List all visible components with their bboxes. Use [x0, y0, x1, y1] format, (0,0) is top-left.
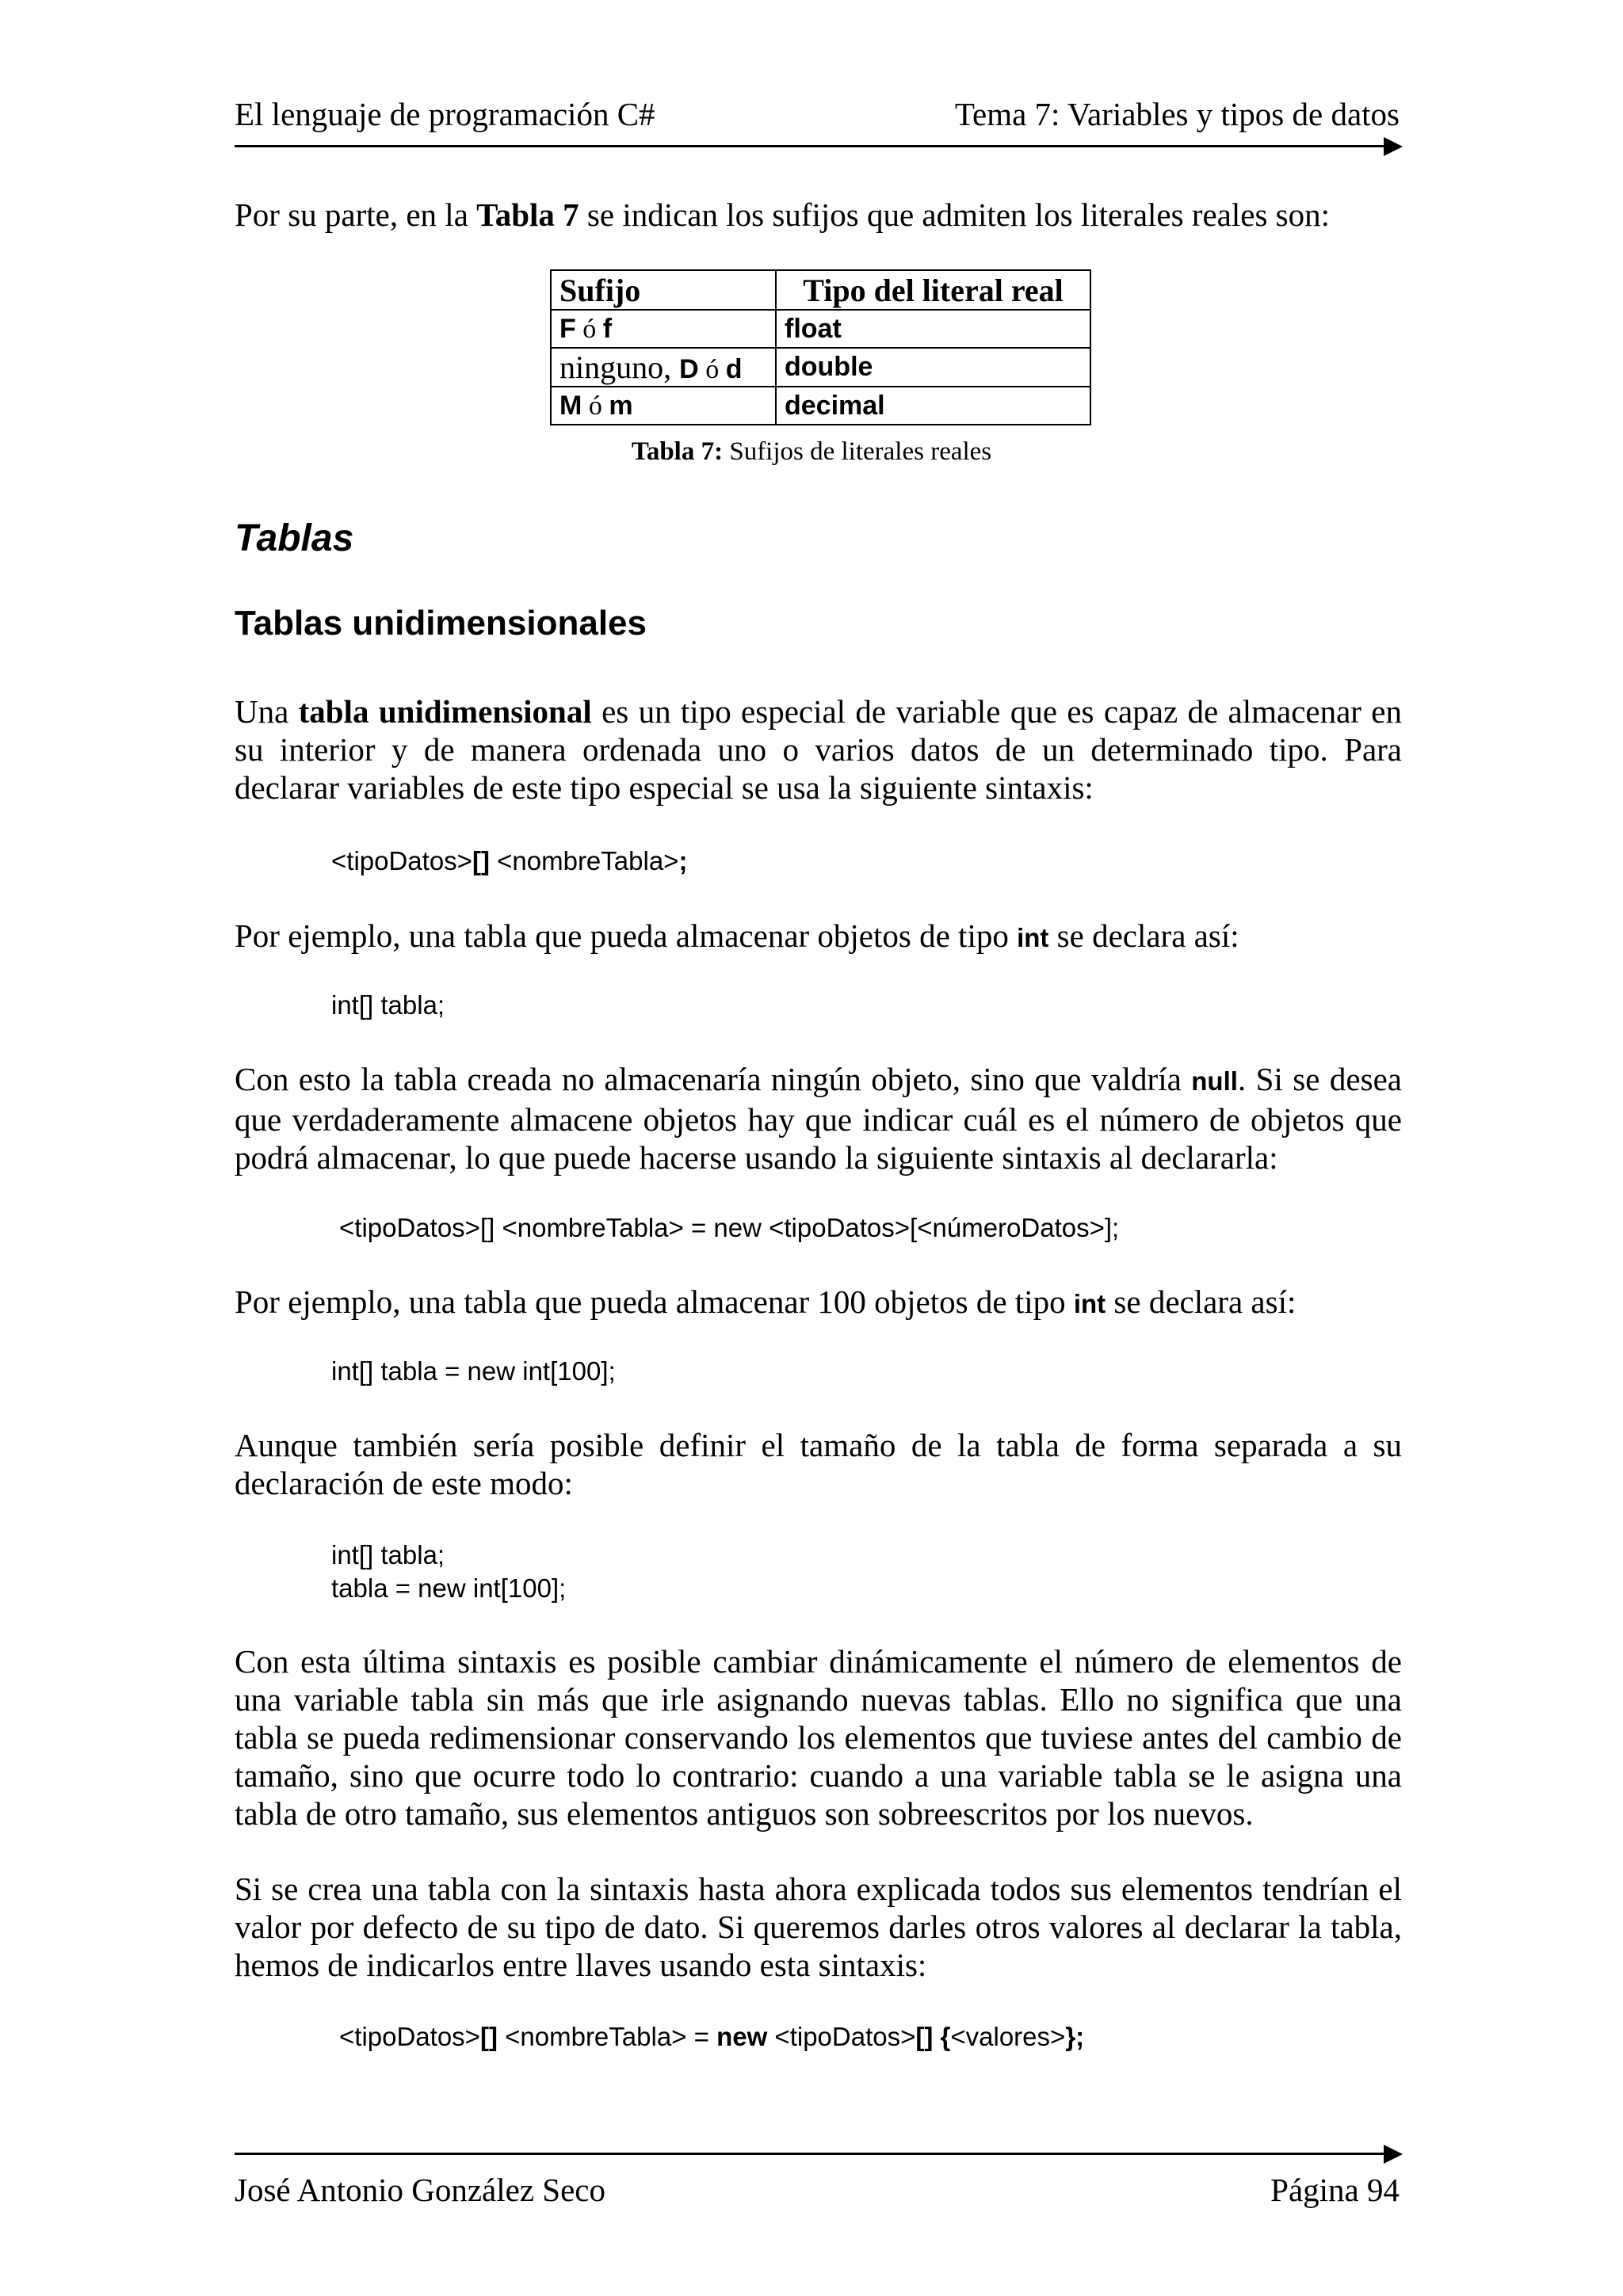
intro-paragraph: Por su parte, en la Tabla 7 se indican los sufijos que admiten los literales reales son:	[235, 196, 1331, 233]
paragraph: Si se crea una tabla con la sintaxis hasta ahora explicada todos sus elementos tendrían el valor por defecto de su tipo de dato. Si queremos darles otros valores al declarar la tabla, hemos de indicarlos entre llaves usando esta sintaxis:	[235, 1871, 1402, 1983]
table-cell-suffix: F ó f	[551, 310, 776, 348]
header-rule	[235, 145, 1388, 147]
table-header-row	[551, 270, 1090, 310]
code-example: int[] tabla; tabla = new int[100];	[331, 1540, 567, 1603]
table-cell-suffix: M ó m	[551, 387, 776, 425]
table-caption: Tabla 7: Sufijos de literales reales	[631, 437, 992, 466]
page-number: Página 94	[1270, 2172, 1400, 2208]
code-example: int[] tabla = new int[100];	[331, 1356, 616, 1386]
section-title: Tablas	[235, 517, 354, 559]
header-title: El lenguaje de programación C#	[235, 96, 655, 132]
suffix-table	[550, 269, 1091, 425]
code-syntax: <tipoDatos>[] <nombreTabla>;	[331, 846, 688, 875]
footer-author: José Antonio González Seco	[235, 2172, 605, 2208]
table-cell-type: float	[776, 310, 1090, 348]
paragraph: Aunque también sería posible definir el tamaño de la tabla de forma separada a su declaración de este modo:	[235, 1427, 1402, 1501]
header-chapter: Tema 7: Variables y tipos de datos	[954, 96, 1400, 132]
table-header-cell: Sufijo	[551, 270, 776, 310]
footer-rule	[235, 2153, 1388, 2155]
table-cell-type: double	[776, 348, 1090, 387]
table-row	[551, 310, 1090, 348]
code-syntax: <tipoDatos>[] <nombreTabla> = new <tipoDatos>[] {<valores>};	[339, 2022, 1085, 2051]
paragraph: Por ejemplo, una tabla que pueda almacenar objetos de tipo int se declara así:	[235, 917, 1239, 954]
paragraph: Con esto la tabla creada no almacenaría ningún objeto, sino que valdría null. Si se desea que verdaderamente almacene objetos hay que indicar cuál es el número de objetos que podrá almacenar, lo que puede hacerse usando la siguiente sintaxis al declararla:	[235, 1061, 1402, 1176]
table-row	[551, 348, 1090, 387]
table-reference: Tabla 7	[476, 196, 579, 233]
paragraph: Una tabla unidimensional es un tipo especial de variable que es capaz de almacenar en su interior y de manera ordenada uno o varios datos de un determinado tipo. Para declarar variables de este tipo especial se usa la siguiente sintaxis:	[235, 693, 1402, 806]
subsection-title: Tablas unidimensionales	[235, 604, 647, 643]
table-header-cell: Tipo del literal real	[776, 270, 1090, 310]
paragraph: Con esta última sintaxis es posible cambiar dinámicamente el número de elementos de una variable tabla sin más que irle asignando nuevas tablas. Ello no significa que una tabla se pueda redimensionar conservando los elementos que tuviese antes del cambio de tamaño, sino que ocurre todo lo contrario: cuando a una variable tabla se le asigna una tabla de otro tamaño, sus elementos antiguos son sobreescritos por los nuevos.	[235, 1643, 1402, 1832]
code-syntax: <tipoDatos>[] <nombreTabla> = new <tipoDatos>[<númeroDatos>];	[339, 1213, 1120, 1242]
paragraph: Por ejemplo, una tabla que pueda almacenar 100 objetos de tipo int se declara así:	[235, 1283, 1296, 1320]
code-example: int[] tabla;	[331, 990, 445, 1020]
table-cell-type: decimal	[776, 387, 1090, 425]
table-cell-suffix: ninguno, D ó d	[551, 348, 776, 387]
table-row	[551, 387, 1090, 425]
header-arrow-icon	[1384, 137, 1403, 156]
footer-arrow-icon	[1384, 2145, 1403, 2164]
